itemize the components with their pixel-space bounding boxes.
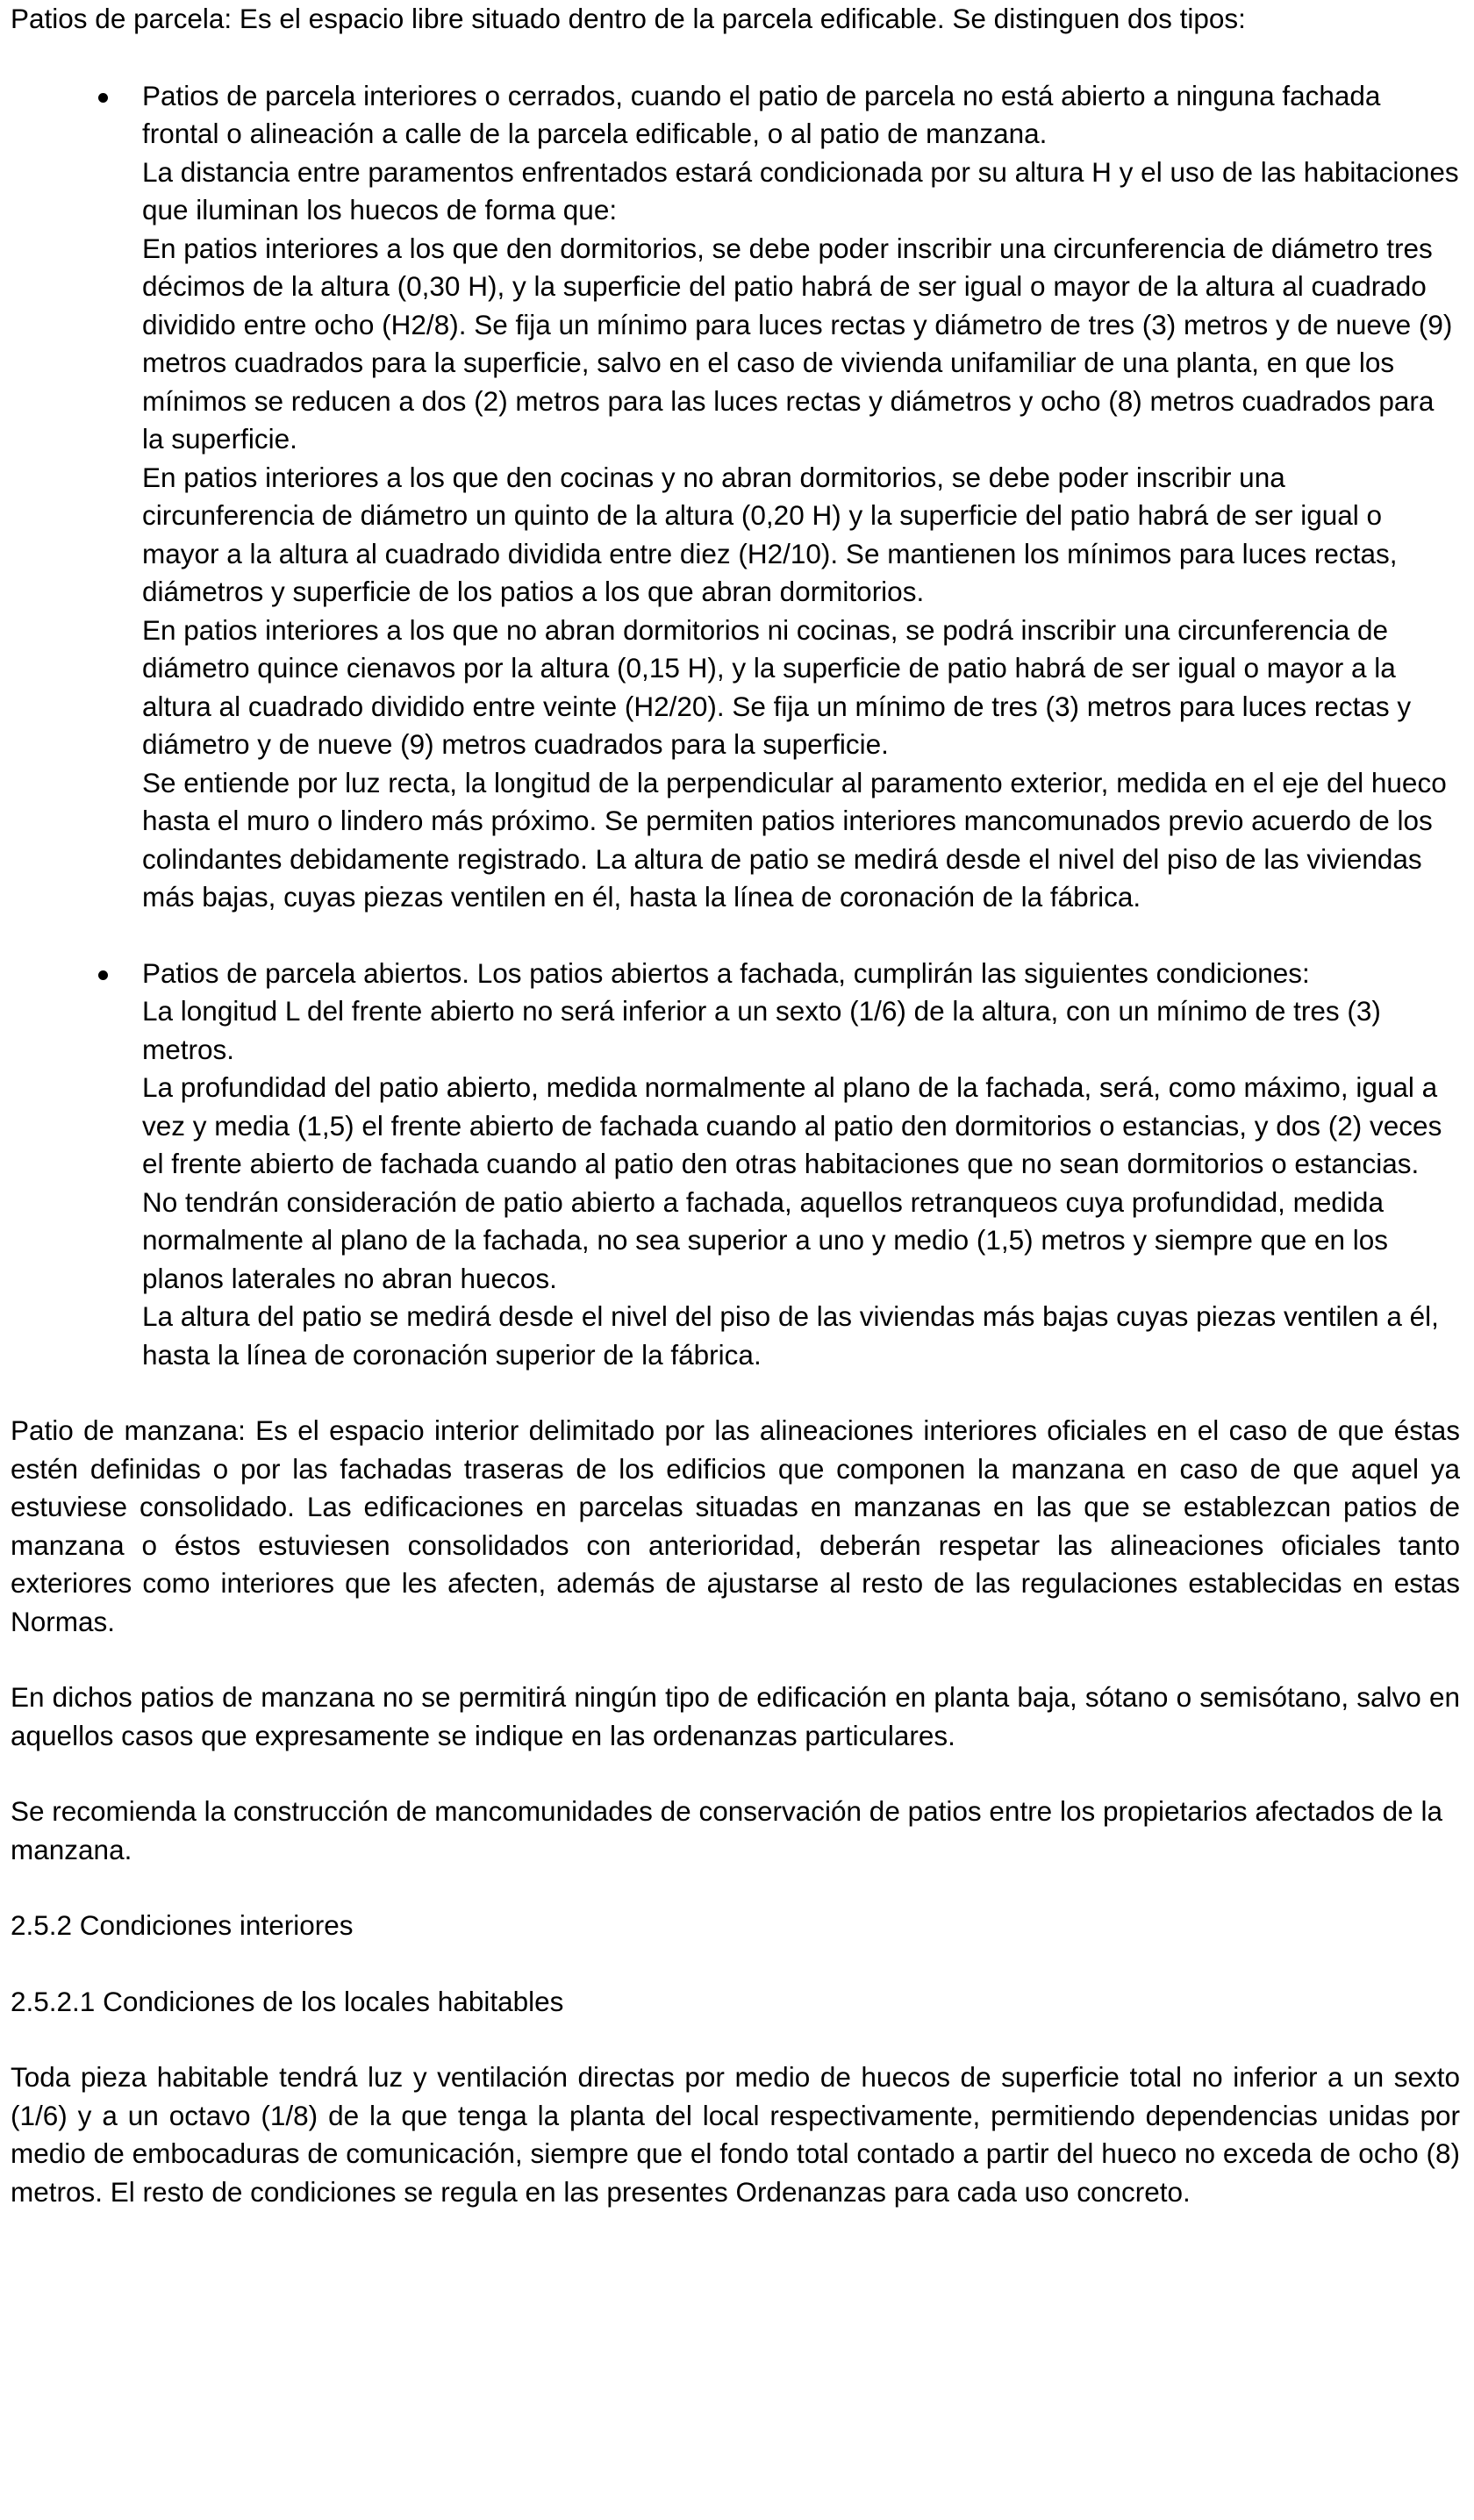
bullet-paragraph: En patios interiores a los que no abran dormitorios ni cocinas, se podrá inscribir una circunferencia de diámetro quince cienavos por la altura (0,15 H), y la superficie de patio habrá de ser igual o mayor a la altura al cuadrado dividido entre veinte (H2/20). Se fija un mínimo de tres (3) metros para luces rectas y diámetro y de nueve (9) metros cuadrados para la superficie. (142, 613, 1412, 760)
section-heading-2-5-2-1: 2.5.2.1 Condiciones de los locales habitables (11, 1985, 564, 2017)
prohibicion-paragraph: En dichos patios de manzana no se permitirá ningún tipo de edificación en planta baja, sótano o semisótano, salvo en aquellos casos que expresamente se indique en las ordenanzas particulares. (11, 1681, 1460, 1751)
bullet-icon (98, 970, 108, 980)
bullet-paragraph: La longitud L del frente abierto no será inferior a un sexto (1/6) de la altura, con un mínimo de tres (3) metros. (142, 995, 1381, 1065)
bullet-paragraph: En patios interiores a los que den cocinas y no abran dormitorios, se debe poder inscribir una circunferencia de diámetro un quinto de la altura (0,20 H) y la superficie del patio habrá de ser igual o mayor a la altura al cuadrado dividida entre diez (H2/10). Se mantienen los mínimos para luces rectas, diámetros y superficie de los patios a los que abran dormitorios. (142, 461, 1398, 607)
bullet-paragraph: La distancia entre paramentos enfrentados estará condicionada por su altura H y el uso de las habitaciones que iluminan los huecos de forma que: (142, 155, 1459, 226)
recomendacion-paragraph: Se recomienda la construcción de mancomunidades de conservación de patios entre los propietarios afectados de la manzana. (11, 1795, 1442, 1865)
patio-types-list (11, 77, 1460, 1375)
final-paragraph: Toda pieza habitable tendrá luz y ventilación directas por medio de huecos de superficie total no inferior a un sexto (1/6) y a un octavo (1/8) de la que tenga la planta del local respectivamente, permitiendo dependencias unidas por medio de embocaduras de comunicación, siempre que el fondo total contado a partir del hueco no exceda de ocho (8) metros. El resto de condiciones se regula en las presentes Ordenanzas para cada uso concreto. (11, 2061, 1460, 2208)
bullet-paragraph: Patios de parcela abiertos. Los patios abiertos a fachada, cumplirán las siguientes condiciones: (142, 956, 1310, 989)
bullet-paragraph: No tendrán consideración de patio abierto a fachada, aquellos retranqueos cuya profundidad, medida normalmente al plano de la fachada, no sea superior a uno y medio (1,5) metros y siempre que en los planos laterales no abran huecos. (142, 1185, 1389, 1294)
section-heading-2-5-2: 2.5.2 Condiciones interiores (11, 1909, 354, 1941)
bullet-paragraph: En patios interiores a los que den dormitorios, se debe poder inscribir una circunferencia de diámetro tres décimos de la altura (0,30 H), y la superficie del patio habrá de ser igual o mayor de la altura al cuadrado dividido entre ocho (H2/8). Se fija un mínimo para luces rectas y diámetro de tres (3) metros y de nueve (9) metros cuadrados para la superficie, salvo en el caso de vivienda unifamiliar de una planta, en que los mínimos se reducen a dos (2) metros para las luces rectas y diámetros y ocho (8) metros cuadrados para la superficie. (142, 232, 1453, 455)
list-item-patios-abiertos (11, 955, 1460, 1375)
bullet-paragraph: Patios de parcela interiores o cerrados, cuando el patio de parcela no está abierto a ninguna fachada frontal o alineación a calle de la parcela edificable, o al patio de manzana. (142, 79, 1381, 149)
bullet-paragraph: Se entiende por luz recta, la longitud de la perpendicular al paramento exterior, medida en el eje del hueco hasta el muro o lindero más próximo. Se permiten patios interiores mancomunados previo acuerdo de los colindantes debidamente registrado. La altura de patio se medirá desde el nivel del piso de las viviendas más bajas, cuyas piezas ventilen en él, hasta la línea de coronación de la fábrica. (142, 766, 1447, 913)
patio-manzana-paragraph: Patio de manzana: Es el espacio interior delimitado por las alineaciones interiores oficiales en el caso de que éstas estén definidas o por las fachadas traseras de los edificios que componen la manzana en caso de que aquel ya estuviese consolidado. Las edificaciones en parcelas situadas en manzanas en las que se establezcan patios de manzana o éstos estuviesen consolidados con anterioridad, deberán respetar las alineaciones oficiales tanto exteriores como interiores que les afecten, además de ajustarse al resto de las regulaciones establecidas en estas Normas. (11, 1414, 1460, 1637)
list-item-patios-interiores (11, 77, 1460, 917)
bullet-paragraph: La altura del patio se medirá desde el nivel del piso de las viviendas más bajas cuyas piezas ventilen a él, hasta la línea de coronación superior de la fábrica. (142, 1300, 1439, 1371)
bullet-paragraph: La profundidad del patio abierto, medida normalmente al plano de la fachada, será, como máximo, igual a vez y media (1,5) el frente abierto de fachada cuando al patio den dormitorios o estancias, y dos (2) veces el frente abierto de fachada cuando al patio den otras habitaciones que no sean dormitorios o estancias. (142, 1071, 1442, 1179)
intro-paragraph: Patios de parcela: Es el espacio libre situado dentro de la parcela edificable. Se distinguen dos tipos: (11, 3, 1246, 34)
bullet-icon (98, 93, 108, 103)
